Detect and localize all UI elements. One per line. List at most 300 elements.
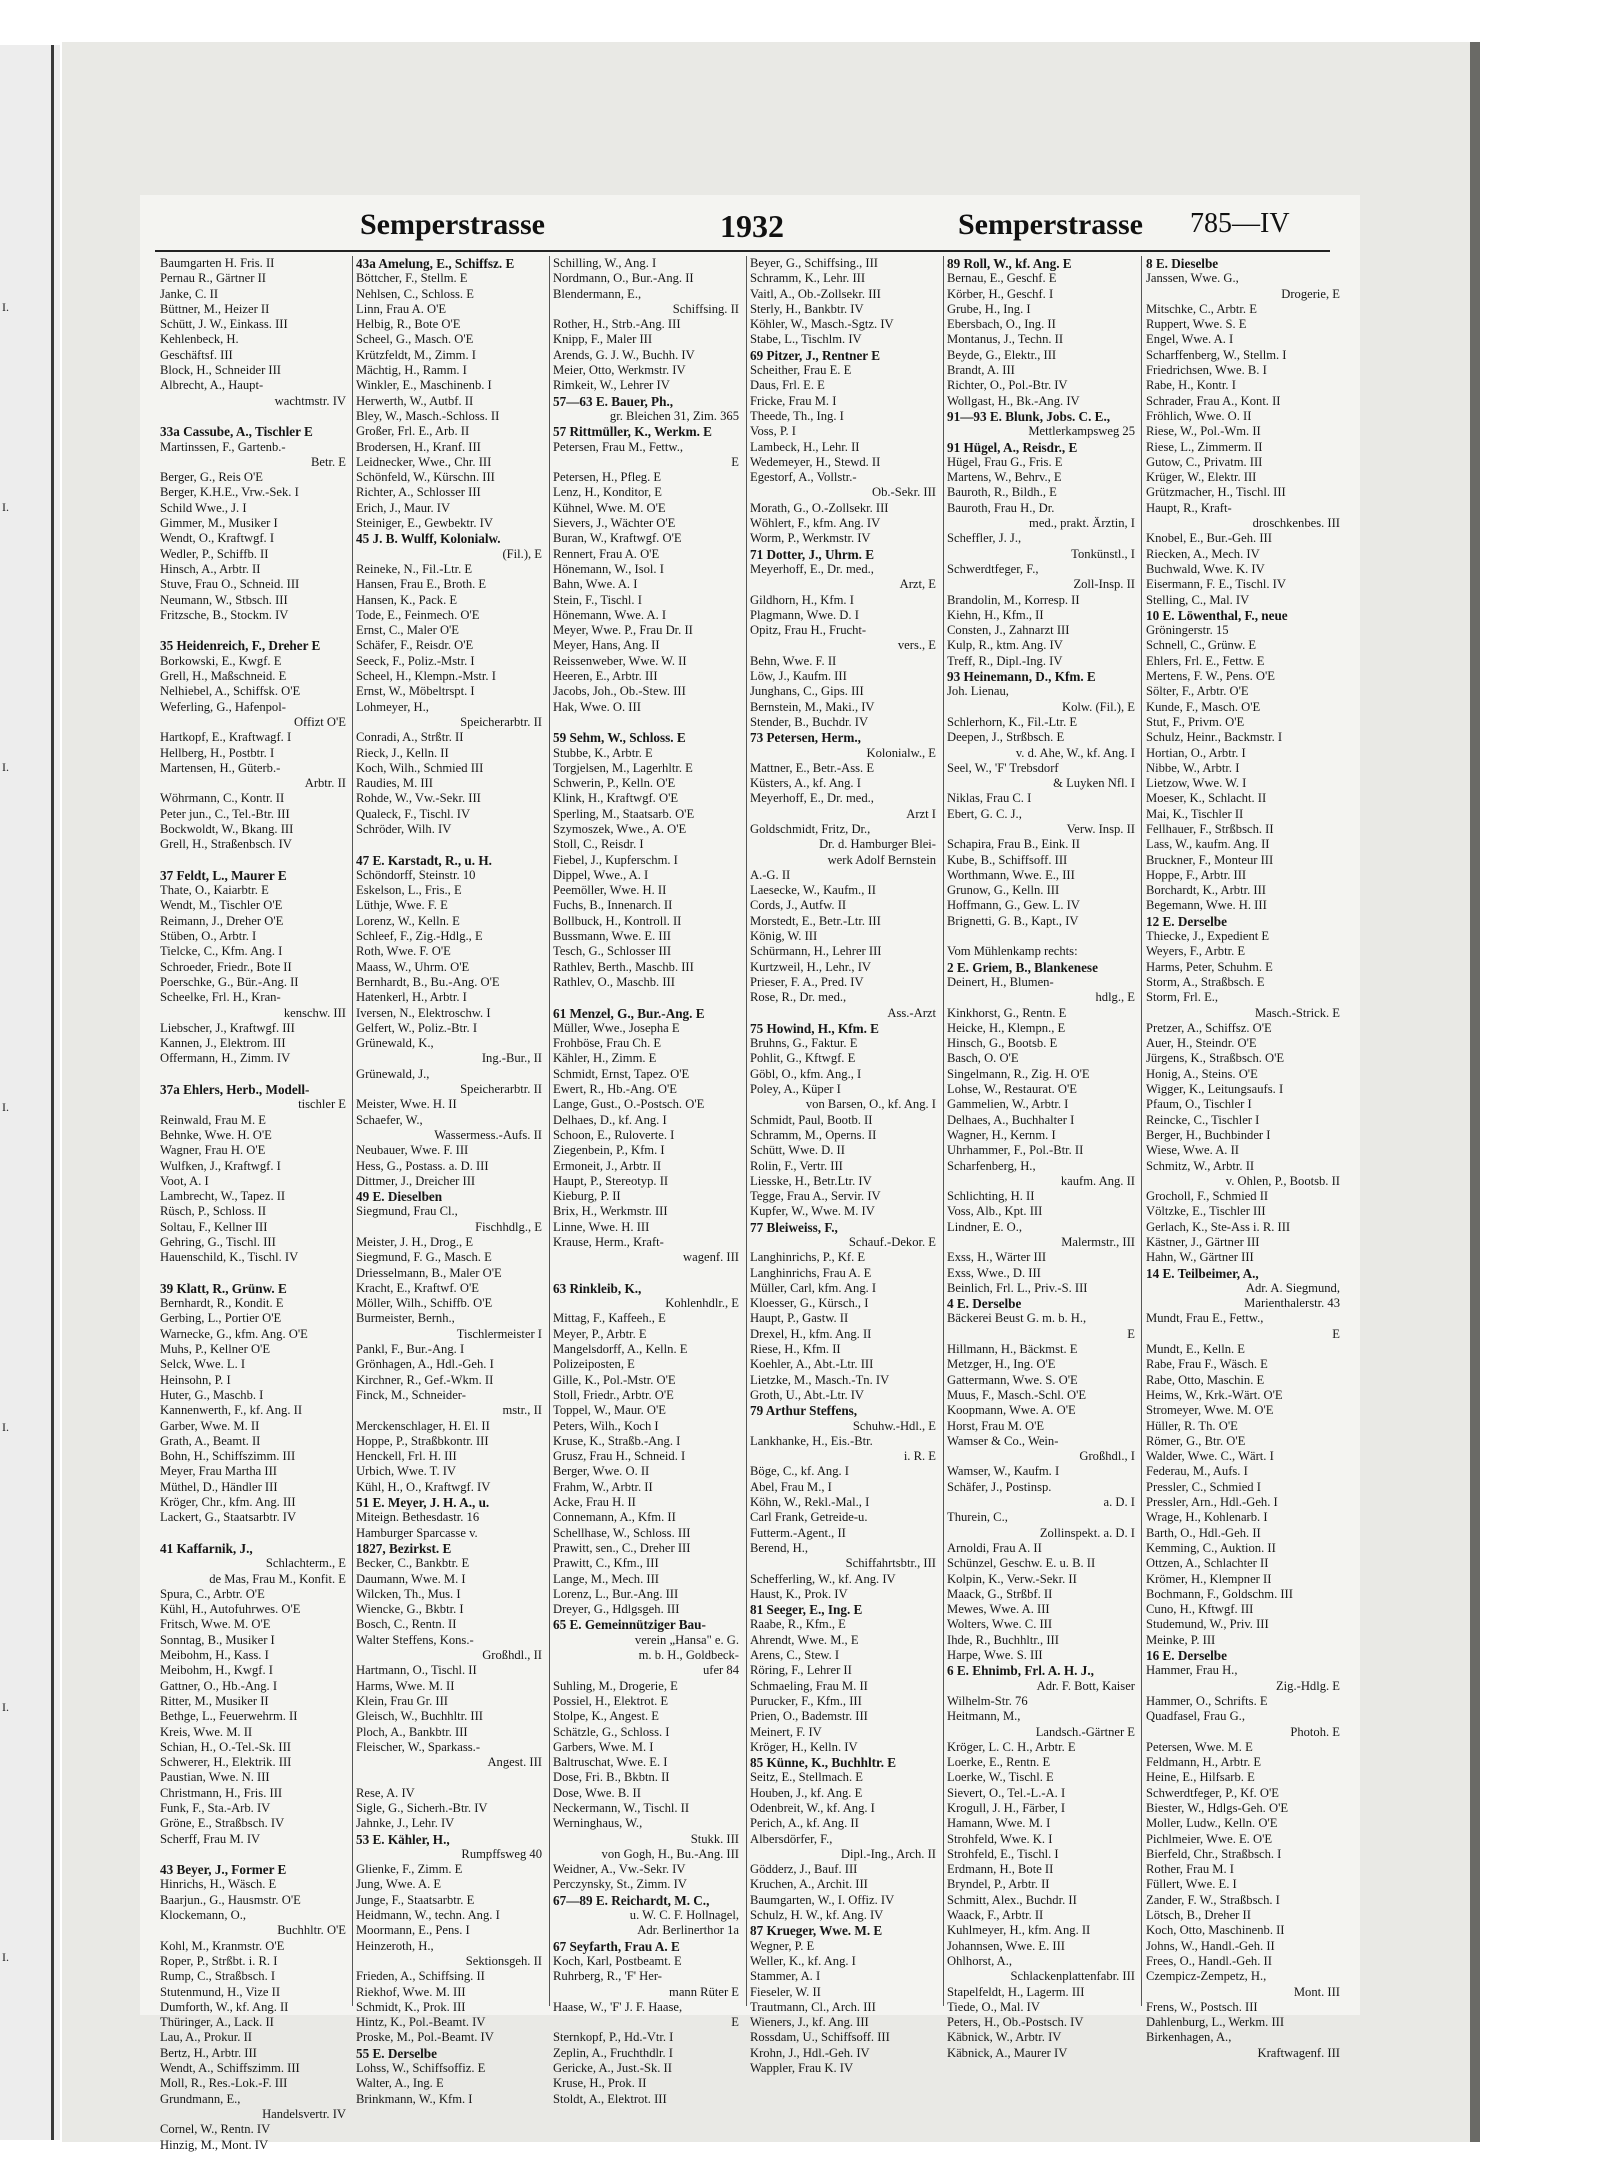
directory-entry: Ploch, A., Bankbtr. III — [356, 1724, 468, 1739]
directory-entry: Gimmer, M., Musiker I — [160, 516, 278, 531]
directory-entry: Egestorf, A., Vollstr.- — [750, 470, 857, 485]
directory-entry: Koch, Wilh., Schmied III — [356, 760, 484, 775]
directory-entry: Grützmacher, H., Tischl. III — [1146, 485, 1286, 500]
directory-entry: Daumann, Wwe. M. I — [356, 1571, 466, 1586]
directory-entry: Speicherarbtr. II — [460, 714, 542, 729]
directory-entry: Urbich, Wwe. T. IV — [356, 1464, 457, 1479]
directory-entry: Mangelsdorff, A., Kelln. E — [553, 1342, 688, 1357]
directory-entry: Stukk. III — [690, 1831, 739, 1846]
directory-entry: 91—93 E. Blunk, Jobs. C. E., — [947, 408, 1111, 424]
directory-entry — [160, 409, 348, 424]
directory-entry: Gleisch, W., Buchhltr. III — [356, 1709, 483, 1724]
directory-entry: Carl Frank, Getreide-u. — [750, 1510, 868, 1525]
directory-entry: Christmann, H., Fris. III — [160, 1785, 283, 1800]
directory-entry: Gröne, E., Straßbsch. IV — [160, 1816, 285, 1831]
directory-entry: König, W. III — [750, 929, 818, 944]
directory-entry: Herwerth, W., Autbf. II — [356, 393, 474, 408]
directory-entry: Storm, Frl. E., — [1146, 990, 1219, 1005]
directory-entry: u. W. C. F. Hollnagel, — [629, 1908, 739, 1923]
directory-entry: Stutenmund, H., Vize II — [160, 1984, 281, 1999]
directory-entry: Bernhardt, R., Kondit. E — [160, 1296, 284, 1311]
directory-entry: Dose, Wwe. B. II — [553, 1785, 641, 1800]
directory-entry: E — [731, 454, 739, 469]
directory-entry: Tode, E., Feinmech. O'E — [356, 607, 480, 622]
directory-entry: Dumforth, W., kf. Ang. II — [160, 1999, 289, 2014]
directory-entry: Bussmann, Wwe. E. III — [553, 929, 671, 944]
directory-entry: Grusz, Frau H., Schneid. I — [553, 1449, 686, 1464]
margin-fragment: I. — [2, 760, 9, 774]
directory-entry: Stut, F., Privm. O'E — [1146, 714, 1245, 729]
directory-entry: Lohmeyer, H., — [356, 699, 429, 714]
directory-entry: Stromeyer, Wwe. M. O'E — [1146, 1403, 1274, 1418]
directory-entry: Koch, Otto, Maschinenb. II — [1146, 1923, 1285, 1938]
directory-entry: Voot, A. I — [160, 1173, 209, 1188]
directory-entry — [160, 1526, 348, 1541]
directory-entry: Gattner, O., Hb.-Ang. I — [160, 1678, 278, 1693]
directory-entry: & Luyken Nfl. I — [1053, 776, 1135, 791]
directory-entry: E — [1332, 1326, 1340, 1341]
directory-entry: Brix, H., Werkmstr. III — [553, 1204, 668, 1219]
directory-entry: Lange, Gust., O.-Postsch. O'E — [553, 1097, 705, 1112]
directory-entry: 10 E. Löwenthal, F., neue — [1146, 607, 1288, 623]
directory-entry: Kurtzweil, H., Lehr., IV — [750, 959, 872, 974]
directory-entry: Laesecke, W., Kaufm., II — [750, 883, 876, 898]
directory-entry — [160, 1266, 348, 1281]
directory-entry: Kohlenhdlr., E — [665, 1296, 739, 1311]
directory-entry: Pretzer, A., Schiffsz. O'E — [1146, 1020, 1272, 1035]
directory-entry: Seel, W., 'F' Trebsdorf — [947, 760, 1059, 775]
directory-entry: Tegge, Frau A., Servir. IV — [750, 1189, 881, 1204]
directory-entry: Reissenweber, Wwe. W. II — [553, 653, 687, 668]
directory-entry: Schönfeld, W., Kürschn. III — [356, 470, 495, 485]
directory-entry: Peter jun., C., Tel.-Btr. III — [160, 806, 290, 821]
directory-entry: Mewes, Wwe. A. III — [947, 1602, 1050, 1617]
directory-entry: Schleef, F., Zig.-Hdlg., E — [356, 929, 483, 944]
directory-entry: Schramm, K., Lehr. III — [750, 271, 866, 286]
directory-entry: 75 Howind, H., Kfm. E — [750, 1020, 879, 1036]
directory-entry: Horst, Frau M. O'E — [947, 1418, 1045, 1433]
directory-entry: Schütt, Wwe. D. II — [750, 1143, 845, 1158]
directory-entry: Beyde, G., Elektr., III — [947, 347, 1057, 362]
directory-entry: Arnoldi, Frau A. II — [947, 1540, 1042, 1555]
directory-entry — [160, 853, 348, 868]
directory-entry: Walter Steffens, Kons.- — [356, 1632, 474, 1647]
directory-entry: Hellberg, H., Postbtr. I — [160, 745, 275, 760]
column-divider — [549, 256, 550, 2006]
directory-entry: Bäckerei Beust G. m. b. H., — [947, 1311, 1087, 1326]
directory-entry: 4 E. Derselbe — [947, 1296, 1022, 1312]
directory-entry: Fröhlich, Wwe. O. II — [1146, 408, 1252, 423]
margin-fragment: I. — [2, 1420, 9, 1434]
directory-entry: Erdmann, H., Bote II — [947, 1862, 1054, 1877]
directory-entry: Pernau R., Gärtner II — [160, 271, 266, 286]
directory-entry: Grell, H., Straßenbsch. IV — [160, 837, 292, 852]
directory-entry: Hinsch, A., Arbtr. II — [160, 561, 261, 576]
directory-entry: Schwerin, P., Kelln. O'E — [553, 776, 676, 791]
directory-entry: Soltau, F., Kellner III — [160, 1219, 268, 1234]
directory-entry: Frens, W., Postsch. III — [1146, 1999, 1258, 2014]
directory-entry: 91 Hügel, A., Reisdr., E — [947, 439, 1078, 455]
directory-entry: Petersen, H., Pfleg. E — [553, 470, 662, 485]
directory-entry: Raudies, M. III — [356, 776, 433, 791]
directory-entry: Blendermann, E., — [553, 286, 642, 301]
directory-entry: Merckenschlager, H. El. II — [356, 1418, 490, 1433]
directory-entry: Klink, H., Kraftwgf. O'E — [553, 791, 679, 806]
directory-entry: Schmidt, Paul, Bootb. II — [750, 1112, 873, 1127]
directory-entry: Haust, K., Prok. IV — [750, 1586, 848, 1601]
directory-entry: Kannen, J., Elektrom. III — [160, 1036, 286, 1051]
directory-entry: Adr. A. Siegmund, — [1245, 1280, 1340, 1295]
directory-entry: Klein, Frau Gr. III — [356, 1693, 448, 1708]
directory-entry: Photoh. E — [1290, 1724, 1340, 1739]
directory-entry: Wamser & Co., Wein- — [947, 1433, 1059, 1448]
directory-entry: Bruhns, G., Faktur. E — [750, 1036, 858, 1051]
directory-entry: Lötsch, B., Dreher II — [1146, 1908, 1251, 1923]
directory-entry: Raabe, R., Kfm., E — [750, 1617, 846, 1632]
directory-entry: Wigger, K., Leitungsaufs. I — [1146, 1082, 1284, 1097]
directory-entry: 47 E. Karstadt, R., u. H. — [356, 852, 492, 868]
directory-entry — [553, 990, 741, 1005]
directory-entry: Löw, J., Kaufm. III — [750, 669, 847, 684]
directory-entry: Röring, F., Lehrer II — [750, 1663, 852, 1678]
directory-entry: Feldmann, H., Arbtr. E — [1146, 1755, 1262, 1770]
directory-entry: Schulz, Heinr., Backmstr. I — [1146, 730, 1283, 745]
directory-entry: Junghans, C., Gips. III — [750, 684, 864, 699]
directory-entry: Hinrichs, H., Wäsch. E — [160, 1877, 277, 1892]
directory-entry: Wiese, Wwe. A. II — [1146, 1143, 1239, 1158]
directory-entry: 51 E. Meyer, J. H. A., u. — [356, 1495, 490, 1511]
directory-entry: Scharfenberg, H., — [947, 1158, 1036, 1173]
directory-entry: Liebscher, J., Kraftwgf. III — [160, 1020, 295, 1035]
margin-fragment: I. — [2, 1700, 9, 1714]
directory-entry: Honig, A., Steins. O'E — [1146, 1066, 1258, 1081]
directory-entry: Ziegenbein, P., Kfm. I — [553, 1143, 665, 1158]
directory-entry: Glienke, F., Zimm. E — [356, 1862, 463, 1877]
directory-entry: Offermann, H., Zimm. IV — [160, 1051, 291, 1066]
directory-entry: Stoll, C., Reisdr. I — [553, 837, 644, 852]
directory-entry: Berger, H., Buchbinder I — [1146, 1127, 1271, 1142]
directory-entry: 16 E. Derselbe — [1146, 1648, 1227, 1664]
directory-entry: 67—89 E. Reichardt, M. C., — [553, 1892, 710, 1908]
directory-entry: Rump, C., Straßbsch. I — [160, 1969, 276, 1984]
directory-entry: Kieburg, P. II — [553, 1189, 621, 1204]
directory-entry: Wamser, W., Kaufm. I — [947, 1464, 1060, 1479]
header-street-right: Semperstrasse — [958, 208, 1143, 241]
directory-entry: Kupfer, W., Wwe. M. IV — [750, 1204, 875, 1219]
directory-entry: Seitz, E., Stellmach. E — [750, 1770, 863, 1785]
directory-entry: Janssen, Wwe. G., — [1146, 271, 1239, 286]
directory-entry: Schütt, J. W., Einkass. III — [160, 317, 288, 332]
directory-entry: Köhn, W., Rekl.-Mal., I — [750, 1495, 870, 1510]
directory-entry: Prien, O., Bademstr. III — [750, 1709, 868, 1724]
directory-entry: Großhdl., I — [1079, 1449, 1135, 1464]
directory-entry: Adr. F. Bott, Kaiser — [1036, 1678, 1135, 1693]
directory-entry: Pankl, F., Bur.-Ang. I — [356, 1342, 465, 1357]
directory-entry: 93 Heinemann, D., Kfm. E — [947, 669, 1096, 685]
directory-entry: Geschäftsf. III — [160, 347, 233, 362]
directory-entry: Stabe, L., Tischlm. IV — [750, 332, 862, 347]
directory-entry: Bohn, H., Schiffszimm. III — [160, 1449, 296, 1464]
directory-entry: Ing.-Bur., II — [481, 1051, 542, 1066]
column-divider — [943, 256, 944, 2006]
directory-entry: Prawitt, sen., C., Dreher III — [553, 1540, 691, 1555]
directory-entry: 63 Rinkleib, K., — [553, 1280, 642, 1296]
directory-entry: Kühnel, Wwe. M. O'E — [553, 500, 666, 515]
directory-entry: Heinsohn, P. I — [160, 1372, 231, 1387]
directory-entry: Mont. III — [1293, 1984, 1340, 1999]
directory-entry: Frohböse, Frau Ch. E — [553, 1036, 662, 1051]
directory-entry: Gehring, G., Tischl. III — [160, 1235, 276, 1249]
directory-entry: Lorenz, L., Bur.-Ang. III — [553, 1586, 679, 1601]
directory-entry: Lietzke, M., Masch.-Tn. IV — [750, 1372, 890, 1387]
directory-entry: Kolonialw., E — [866, 745, 936, 760]
directory-entry: Arzt, E — [899, 577, 936, 592]
directory-entry: Stolpe, K., Angest. E — [553, 1709, 659, 1724]
directory-entry: Winkler, E., Maschinenb. I — [356, 378, 492, 393]
directory-entry: Frahm, W., Arbtr. II — [553, 1479, 653, 1494]
directory-entry: 65 E. Gemeinnütziger Bau- — [553, 1617, 706, 1633]
directory-entry: 41 Kaffarnik, J., — [160, 1540, 253, 1556]
directory-entry: mstr., II — [502, 1403, 542, 1418]
directory-entry: Meinke, P. III — [1146, 1632, 1216, 1647]
directory-entry: Schlerhorn, K., Fil.-Ltr. E — [947, 714, 1078, 729]
directory-entry: Rolin, F., Vertr. III — [750, 1158, 843, 1173]
directory-entry: Bryndel, P., Arbtr. II — [947, 1877, 1050, 1892]
directory-entry: Hintz, K., Pol.-Beamt. IV — [356, 2015, 486, 2030]
directory-entry: Petersen, Frau M., Fettw., — [553, 439, 684, 454]
directory-entry: Jacobs, Joh., Ob.-Stew. III — [553, 684, 686, 699]
directory-entry: Garber, Wwe. M. II — [160, 1418, 260, 1433]
directory-entry: Heinzeroth, H., — [356, 1938, 434, 1953]
directory-entry: Kolpin, K., Verw.-Sekr. II — [947, 1571, 1077, 1586]
directory-entry: Garbers, Wwe. M. I — [553, 1739, 654, 1754]
directory-entry: Maass, W., Uhrm. O'E — [356, 959, 470, 974]
directory-entry: Kube, B., Schiffsoff. III — [947, 852, 1068, 867]
directory-entry: Schröder, Wilh. IV — [356, 821, 452, 836]
directory-entry: Betr. E — [311, 454, 346, 469]
directory-entry: Exss, H., Wärter III — [947, 1250, 1047, 1265]
directory-entry: Voss, P. I — [750, 424, 796, 439]
directory-entry: 73 Petersen, Herm., — [750, 730, 861, 746]
directory-entry: Leidnecker, Wwe., Chr. III — [356, 454, 492, 469]
directory-entry: Plagmann, Wwe. D. I — [750, 607, 859, 622]
directory-entry: Müller, Wwe., Josepha E — [553, 1020, 680, 1035]
directory-entry: Hönemann, W., Isol. I — [553, 561, 664, 576]
directory-entry: Poley, A., Küper I — [750, 1082, 841, 1097]
directory-entry: Langhinrichs, P., Kf. E — [750, 1250, 866, 1265]
directory-entry: Kröger, L. C. H., Arbtr. E — [947, 1739, 1076, 1754]
directory-entry: Mettlerkampsweg 25 — [1028, 424, 1135, 439]
directory-entry: Perich, A., kf. Ang. II — [750, 1816, 859, 1831]
directory-entry: Schwerdtfeger, F., — [947, 561, 1039, 576]
directory-entry — [160, 623, 348, 638]
directory-entry: Metzger, H., Ing. O'E — [947, 1357, 1056, 1372]
directory-entry: Wolters, Wwe. C. III — [947, 1617, 1053, 1632]
directory-entry: Mertens, F. W., Pens. O'E — [1146, 669, 1275, 684]
directory-entry: Stoldt, A., Elektrot. III — [553, 2091, 667, 2106]
directory-entry: 1827, Bezirkst. E — [356, 1540, 452, 1556]
directory-entry: Joh. Lienau, — [947, 684, 1009, 699]
directory-entry: Lankhanke, H., Eis.-Btr. — [750, 1433, 873, 1448]
directory-entry: 8 E. Dieselbe — [1146, 256, 1219, 271]
directory-entry: Hamburger Sparcasse v. — [356, 1525, 478, 1540]
directory-entry: de Mas, Frau M., Konfit. E — [209, 1571, 346, 1586]
directory-entry: werk Adolf Bernstein — [827, 852, 936, 867]
directory-entry: Gericke, A., Just.-Sk. II — [553, 2061, 672, 2076]
directory-entry: Siegmund, F. G., Masch. E — [356, 1250, 492, 1265]
directory-entry: Hillmann, H., Bäckmst. E — [947, 1342, 1078, 1357]
directory-entry: Haupt, P., Gastw. II — [750, 1311, 849, 1326]
directory-entry — [553, 1266, 741, 1281]
directory-entry: Ruppert, Wwe. S. E — [1146, 317, 1247, 332]
directory-entry: Schäfer, J., Postinsp. — [947, 1479, 1052, 1494]
directory-entry: Lambeck, H., Lehr. II — [750, 439, 860, 454]
directory-entry: 2 E. Griem, B., Blankenese — [947, 959, 1098, 975]
directory-entry — [356, 837, 544, 852]
directory-entry: Dahlenburg, L., Werkm. III — [1146, 2015, 1285, 2030]
directory-entry: Schlackenplattenfabr. III — [1010, 1969, 1135, 1984]
directory-entry: Schefferling, W., kf. Ang. IV — [750, 1571, 896, 1586]
directory-entry: Meister, J. H., Drog., E — [356, 1235, 474, 1249]
directory-entry: Johns, W., Handl.-Geh. II — [1146, 1938, 1275, 1953]
directory-entry: Scheel, G., Masch. O'E — [356, 332, 474, 347]
directory-entry: Haupt, P., Stereotyp. II — [553, 1173, 669, 1188]
directory-entry: Bernhardt, B., Bu.-Ang. O'E — [356, 974, 500, 989]
directory-entry: Riese, W., Pol.-Wm. II — [1146, 424, 1261, 439]
directory-entry: Loerke, W., Tischl. E — [947, 1770, 1054, 1785]
directory-entry: Schaefer, W., — [356, 1112, 423, 1127]
directory-entry: Wulfken, J., Kraftwgf. I — [160, 1158, 281, 1173]
column-divider — [1141, 256, 1142, 2006]
directory-entry: m. b. H., Goldbeck- — [638, 1648, 739, 1663]
directory-entry: Hönemann, Wwe. A. I — [553, 607, 667, 622]
directory-entry: Lau, A., Prokur. II — [160, 2030, 252, 2045]
directory-entry: Müller, Carl, kfm. Ang. I — [750, 1280, 877, 1295]
directory-entry: Nibbe, W., Arbtr. I — [1146, 760, 1240, 775]
header-page-number: 785—IV — [1190, 208, 1290, 239]
directory-entry: Linn, Frau A. O'E — [356, 301, 447, 316]
directory-entry: Brandt, A. III — [947, 363, 1015, 378]
directory-entry: Heicke, H., Klempn., E — [947, 1020, 1066, 1035]
directory-entry: Tielcke, C., Kfm. Ang. I — [160, 944, 283, 959]
directory-entry: 79 Arthur Steffens, — [750, 1403, 858, 1419]
directory-entry: Wendt, A., Schiffszimm. III — [160, 2061, 300, 2076]
directory-entry: Montanus, J., Techn. II — [947, 332, 1064, 347]
directory-entry: Hinzig, M., Mont. IV — [160, 2137, 269, 2152]
directory-entry: Thiecke, J., Expedient E — [1146, 929, 1270, 944]
directory-entry: Böge, C., kf. Ang. I — [750, 1464, 849, 1479]
directory-entry: wachtmstr. IV — [274, 393, 346, 408]
directory-entry: Funk, F., Sta.-Arb. IV — [160, 1800, 271, 1815]
directory-entry: Lorenz, W., Kelln. E — [356, 913, 460, 928]
directory-entry: Neubauer, Wwe. F. III — [356, 1143, 469, 1158]
directory-entry: Hoppe, F., Arbtr. III — [1146, 867, 1247, 882]
directory-entry: Sternkopf, P., Hd.-Vtr. I — [553, 2030, 674, 2045]
directory-entry: Hoffmann, G., Gew. L. IV — [947, 898, 1080, 913]
directory-entry: Rabe, H., Kontr. I — [1146, 378, 1236, 393]
directory-entry: Mächtig, H., Ramm. I — [356, 363, 467, 378]
directory-entry: Uhrhammer, F., Pol.-Btr. II — [947, 1143, 1084, 1158]
directory-entry: Goldschmidt, Fritz, Dr., — [750, 821, 871, 836]
directory-entry: Krüger, W., Elektr. III — [1146, 470, 1257, 485]
directory-entry — [947, 929, 1137, 944]
directory-entry: Grönhagen, A., Hdl.-Geh. I — [356, 1357, 494, 1372]
directory-entry: Walder, Wwe. C., Wärt. I — [1146, 1449, 1274, 1464]
directory-entry: Wendt, O., Kraftwgf. I — [160, 531, 275, 546]
directory-entry: Morath, G., O.-Zollsekr. III — [750, 500, 889, 515]
directory-entry: Hahn, W., Gärtner III — [1146, 1250, 1254, 1265]
directory-entry: Nelhiebel, A., Schiffsk. O'E — [160, 684, 301, 699]
directory-entry: 69 Pitzer, J., Rentner E — [750, 347, 881, 363]
directory-entry: Nordmann, O., Bur.-Ang. II — [553, 271, 694, 286]
directory-entry: Kunde, F., Masch. O'E — [1146, 699, 1261, 714]
directory-entry: Mundt, E., Kelln. E — [1146, 1342, 1245, 1357]
directory-entry: Huter, G., Maschb. I — [160, 1387, 264, 1402]
directory-entry: Birkenhagen, A., — [1146, 2030, 1232, 2045]
directory-entry: Schellhase, W., Schloss. III — [553, 1525, 691, 1540]
directory-column-5 — [947, 256, 1137, 2060]
directory-entry: Martinssen, F., Gartenb.- — [160, 439, 286, 454]
directory-entry: Miteign. Bethesdastr. 16 — [356, 1510, 480, 1525]
directory-entry: Torgjelsen, M., Lagerhltr. E — [553, 760, 693, 775]
directory-entry: Baumgarten H. Fris. II — [160, 256, 275, 270]
directory-entry: Großer, Frl. E., Arb. II — [356, 424, 470, 439]
directory-entry: Böttcher, F., Stellm. E — [356, 271, 468, 286]
directory-entry: Knipp, F., Maler III — [553, 332, 653, 347]
directory-entry: Eskelson, L., Fris., E — [356, 883, 462, 898]
directory-entry: Fritsch, Wwe. M. O'E — [160, 1617, 271, 1632]
directory-entry: Koehler, A., Abt.-Ltr. III — [750, 1357, 874, 1372]
directory-entry: Treff, R., Dipl.-Ing. IV — [947, 653, 1063, 668]
directory-entry: Ebert, G. C. J., — [947, 806, 1022, 821]
directory-entry: mann Rüter E — [669, 1984, 739, 1999]
directory-entry: Paustian, Wwe. N. III — [160, 1770, 270, 1785]
directory-entry: med., prakt. Ärztin, I — [1029, 516, 1135, 531]
directory-entry: Krogull, J. H., Färber, I — [947, 1800, 1066, 1815]
directory-entry: Lenz, H., Konditor, E — [553, 485, 662, 500]
directory-entry: Riekhof, Wwe. M. III — [356, 1984, 466, 1999]
directory-entry: Dreyer, G., Hdlgsgeh. III — [553, 1602, 680, 1617]
directory-entry: Nehlsen, C., Schloss. E — [356, 286, 474, 301]
directory-entry: 59 Sehm, W., Schloss. E — [553, 730, 686, 746]
directory-entry: Kruchen, A., Archit. III — [750, 1877, 868, 1892]
directory-entry: Ahrendt, Wwe. M., E — [750, 1632, 859, 1647]
directory-entry: Schwerer, H., Elektrik. III — [160, 1755, 292, 1770]
directory-entry: Borchardt, K., Arbtr. III — [1146, 883, 1266, 898]
directory-entry: Qualeck, F., Tischl. IV — [356, 806, 471, 821]
directory-entry: Ritter, M., Musiker II — [160, 1693, 269, 1708]
directory-entry: Schäfer, F., Reisdr. O'E — [356, 638, 474, 653]
directory-entry: Strohfeld, E., Tischl. I — [947, 1846, 1059, 1861]
directory-entry: Kähler, H., Zimm. E — [553, 1051, 657, 1066]
directory-entry: Möller, Wilh., Schiffb. O'E — [356, 1296, 493, 1311]
directory-entry: Niklas, Frau C. I — [947, 791, 1032, 806]
directory-entry: Peters, Wilh., Koch I — [553, 1418, 659, 1433]
directory-entry: Verw. Insp. II — [1066, 821, 1135, 836]
directory-entry: kaufm. Ang. II — [1060, 1173, 1135, 1188]
directory-entry: Reineke, N., Fil.-Ltr. E — [356, 561, 473, 576]
directory-entry: Meyer, P., Arbtr. E — [553, 1326, 647, 1341]
directory-entry: Schwerdtfeger, P., Kf. O'E — [1146, 1785, 1279, 1800]
directory-entry: Arends, G. J. W., Buchh. IV — [553, 347, 695, 362]
directory-entry: Morstedt, E., Betr.-Ltr. III — [750, 913, 881, 928]
directory-entry: Federau, M., Aufs. I — [1146, 1464, 1248, 1479]
directory-entry: Langhinrichs, Frau A. E — [750, 1265, 872, 1280]
directory-entry: Delhaes, A., Buchhalter I — [947, 1112, 1075, 1127]
directory-entry: Hortian, O., Arbtr. I — [1146, 745, 1246, 760]
directory-entry: Consten, J., Zahnarzt III — [947, 623, 1070, 638]
directory-entry: Gille, K., Pol.-Mstr. O'E — [553, 1372, 676, 1387]
